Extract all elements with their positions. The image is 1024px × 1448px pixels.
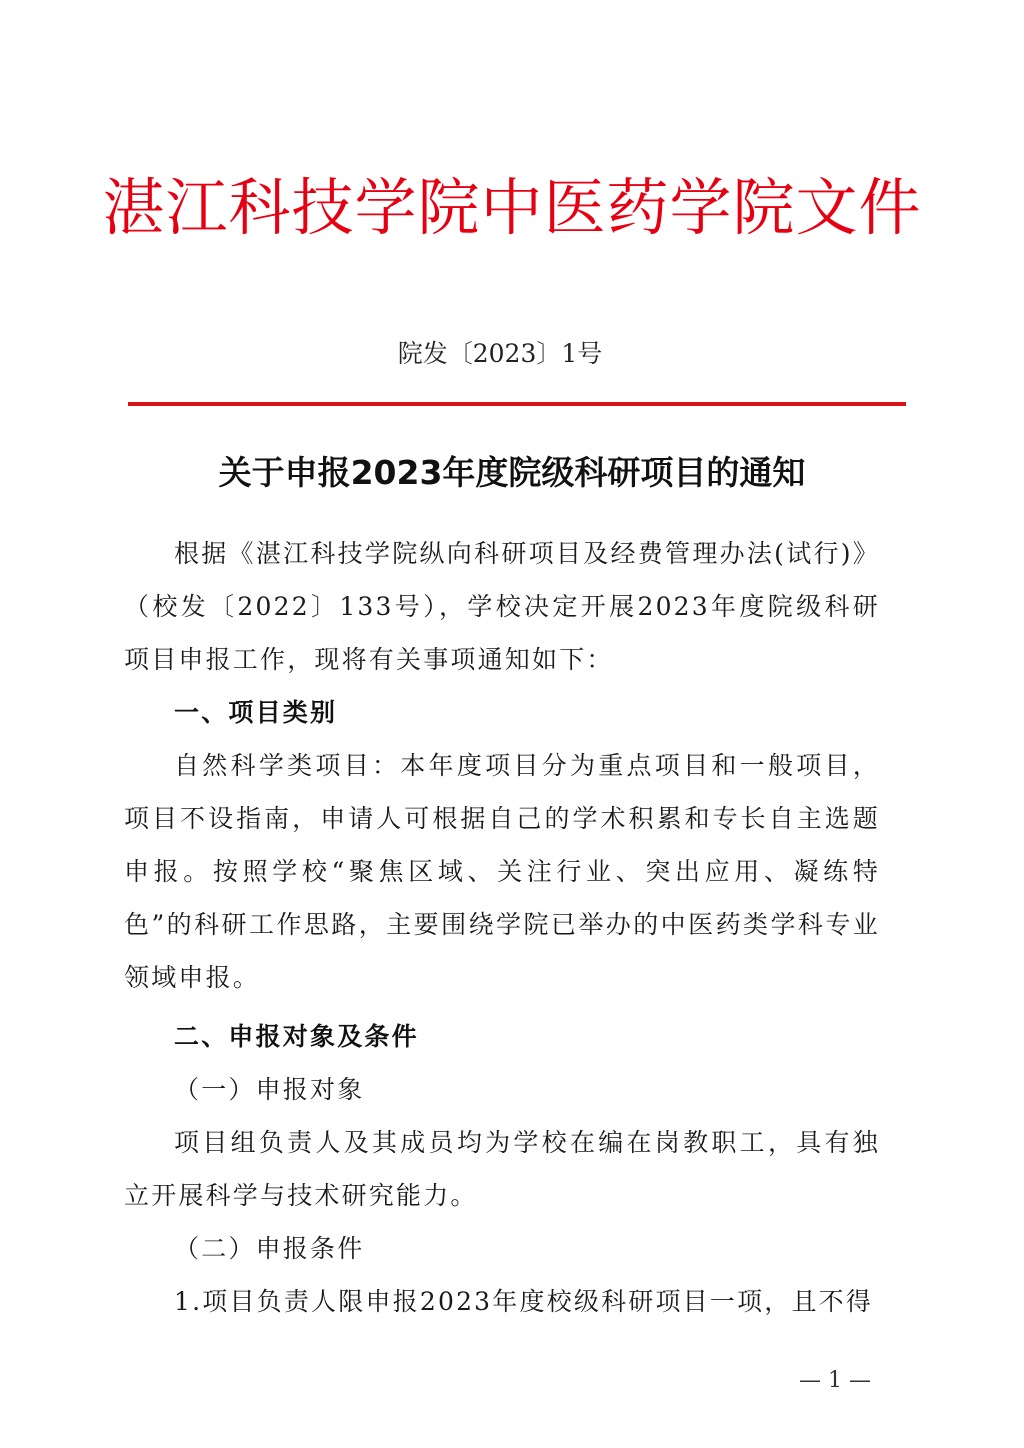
intro-paragraph: 根据《湛江科技学院纵向科研项目及经费管理办法(试行)》（校发〔2022〕133号），学校决定开展2023年度院级科研项目申报工作，现将有关事项通知如下：	[124, 539, 880, 674]
section1-paragraph: 自然科学类项目：本年度项目分为重点项目和一般项目，项目不设指南，申请人可根据自己的学术积累和专长自主选题申报。按照学校“聚焦区域、关注行业、突出应用、凝练特色”的科研工作思路，主要围绕学院已举办的中医药类学科专业领域申报。	[124, 751, 880, 992]
subsection2-heading: （二）申报条件	[174, 1234, 365, 1263]
red-divider-rule	[128, 402, 906, 406]
page-number: — 1 —	[799, 1368, 871, 1393]
document-body	[124, 527, 880, 1328]
document-number: 院发〔2023〕1号	[397, 339, 603, 368]
section1-heading: 一、项目类别	[174, 698, 338, 727]
subsection1-heading: （一）申报对象	[174, 1075, 365, 1104]
condition-item-1: 1.项目负责人限申报2023年度校级科研项目一项，且不得	[174, 1287, 874, 1316]
notice-title: 关于申报2023年度院级科研项目的通知	[218, 453, 806, 492]
subsection1-paragraph: 项目组负责人及其成员均为学校在编在岗教职工，具有独立开展科学与技术研究能力。	[124, 1128, 880, 1210]
red-divider-line	[128, 402, 906, 406]
document-masthead: 湛江科技学院中医药学院文件	[102, 171, 922, 244]
section2-heading: 二、申报对象及条件	[174, 1022, 419, 1051]
